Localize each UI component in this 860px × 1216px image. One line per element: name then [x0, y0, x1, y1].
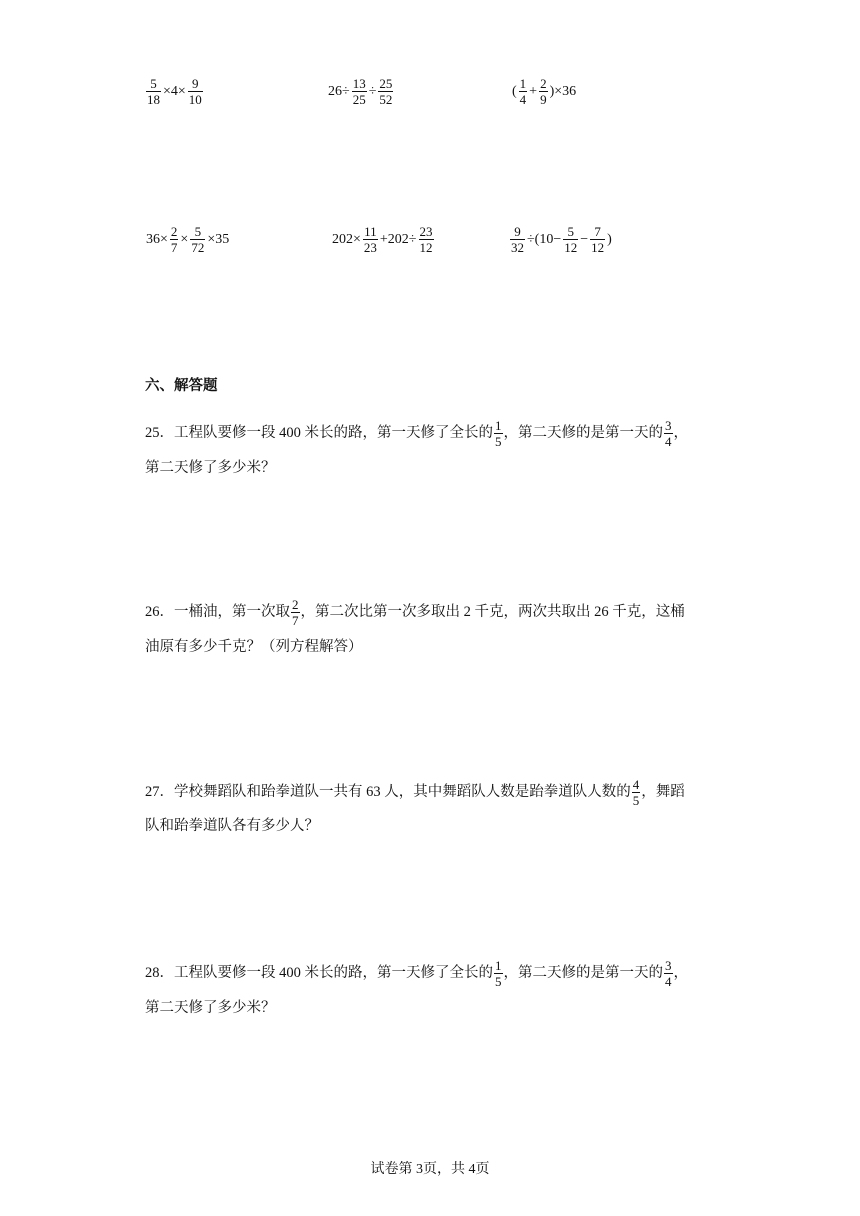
page-footer: 试卷第 3页，共 4页 [370, 1162, 490, 1177]
question-27-line-1: 27．学校舞蹈队和跆拳道队一共有 63 人，其中舞蹈队人数是跆拳道队人数的 $\frac{4}{5}$ ，舞蹈 [145, 777, 685, 808]
fraction: $\frac{2}{9}$ [540, 76, 547, 107]
fraction: $\frac{9}{10}$ [188, 76, 202, 107]
calc-expression-5: 202× $\frac{11}{23}$ +202÷ $\frac{23}{12}$ [332, 224, 433, 255]
fraction: $\frac{7}{12}$ [591, 224, 605, 255]
fraction: $\frac{2}{7}$ [292, 597, 299, 628]
calc-expression-2: 26÷ $\frac{13}{25}$ ÷ $\frac{25}{52}$ [328, 76, 393, 107]
question-28-line-1: 28．工程队要修一段 400 米长的路，第一天修了全长的 $\frac{1}{5}$ ，第二天修的是第一天的 $\frac{3}{4}$ ， [145, 958, 688, 989]
fraction: $\frac{1}{5}$ [495, 958, 502, 989]
fraction: $\frac{2}{7}$ [170, 224, 178, 255]
calc-expression-6: $\frac{9}{32}$ ÷(10− $\frac{5}{12}$ − $\frac{7}{12}$ ) [511, 224, 612, 255]
fraction: $\frac{5}{18}$ [147, 76, 160, 107]
fraction: $\frac{25}{52}$ [379, 76, 393, 107]
fraction: $\frac{11}{23}$ [363, 224, 377, 255]
question-27-line-2: 队和跆拳道队各有多少人？ [145, 818, 319, 834]
fraction: $\frac{5}{12}$ [564, 224, 578, 255]
question-26-line-1: 26．一桶油，第一次取 $\frac{2}{7}$ ，第二次比第一次多取出 2 千克，两次共取出 26 千克，这桶 [145, 597, 685, 628]
section-heading: 六、解答题 [145, 378, 218, 394]
fraction: $\frac{1}{4}$ [519, 76, 527, 107]
fraction: $\frac{3}{4}$ [665, 958, 672, 989]
fraction: $\frac{3}{4}$ [665, 418, 672, 449]
calc-expression-1: $\frac{5}{18}$ ×4× $\frac{9}{10}$ [147, 76, 202, 107]
question-26-line-2: 油原有多少千克？（列方程解答） [145, 639, 363, 655]
calc-expression-4: 36× $\frac{2}{7}$ × $\frac{5}{72}$ ×35 [146, 224, 230, 255]
fraction: $\frac{4}{5}$ [632, 777, 640, 808]
calc-expression-3: ( $\frac{1}{4}$ + $\frac{2}{9}$ )×36 [512, 76, 577, 107]
fraction: $\frac{9}{32}$ [511, 224, 524, 255]
fraction: $\frac{23}{12}$ [419, 224, 433, 255]
fraction: $\frac{13}{25}$ [352, 76, 366, 107]
question-28-line-2: 第二天修了多少米？ [145, 1000, 276, 1016]
fraction: $\frac{1}{5}$ [495, 418, 502, 449]
question-25-line-2: 第二天修了多少米？ [145, 460, 276, 476]
fraction: $\frac{5}{72}$ [191, 224, 205, 255]
question-25-line-1: 25．工程队要修一段 400 米长的路，第一天修了全长的 $\frac{1}{5}$ ，第二天修的是第一天的 $\frac{3}{4}$ ， [145, 418, 688, 449]
